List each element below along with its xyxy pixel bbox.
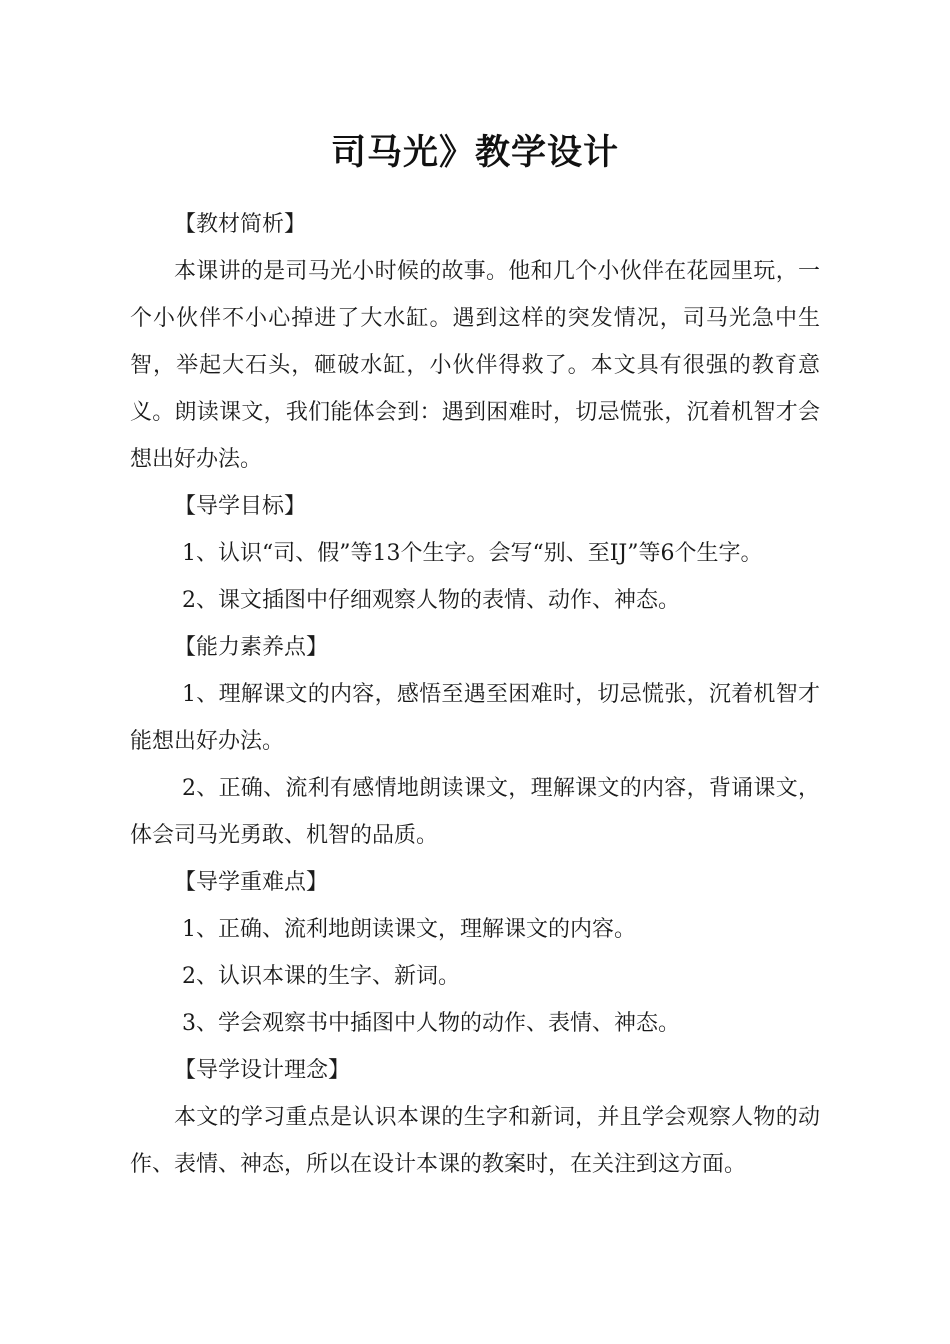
key-difficulty-item: 1、正确、流利地朗读课文，理解课文的内容。 (182, 917, 636, 942)
section-heading-design-concept: 【导学设计理念】 (174, 1058, 351, 1083)
learning-goal-item: 2、课文插图中仔细观察人物的表情、动作、神态。 (182, 588, 680, 613)
textbook-analysis-paragraph: 本课讲的是司马光小时候的故事。他和几个小伙伴在花园里玩，一个小伙伴不小心掉进了大水缸。遇到这样的突发情况，司马光急中生智，举起大石头，砸破水缸，小伙伴得救了。本文具有很强的教育意义。朗读课文，我们能体会到：遇到困难时，切忌慌张，沉着机智才会想出好办法。 (130, 259, 820, 472)
design-concept-paragraph: 本文的学习重点是认识本课的生字和新词，并且学会观察人物的动作、表情、神态，所以在设计本课的教案时，在关注到这方面。 (130, 1105, 820, 1177)
section-heading-textbook-analysis: 【教材简析】 (174, 212, 307, 237)
section-heading-learning-goals: 【导学目标】 (174, 494, 307, 519)
learning-goal-item: 1、认识“司、假”等13个生字。会写“别、至IJ”等6个生字。 (182, 541, 763, 566)
document-body (130, 201, 820, 1188)
section-heading-ability-points: 【能力素养点】 (174, 635, 329, 660)
ability-point-item: 1、理解课文的内容，感悟至遇至困难时，切忌慌张，沉着机智才能想出好办法。 (130, 682, 820, 754)
key-difficulty-item: 2、认识本课的生字、新词。 (182, 964, 460, 989)
section-heading-key-difficulties: 【导学重难点】 (174, 870, 329, 895)
key-difficulty-item: 3、学会观察书中插图中人物的动作、表情、神态。 (182, 1011, 680, 1036)
ability-point-item: 2、正确、流利有感情地朗读课文，理解课文的内容，背诵课文，体会司马光勇敢、机智的品质。 (130, 776, 820, 848)
document-title: 司马光》教学设计 (330, 133, 619, 173)
